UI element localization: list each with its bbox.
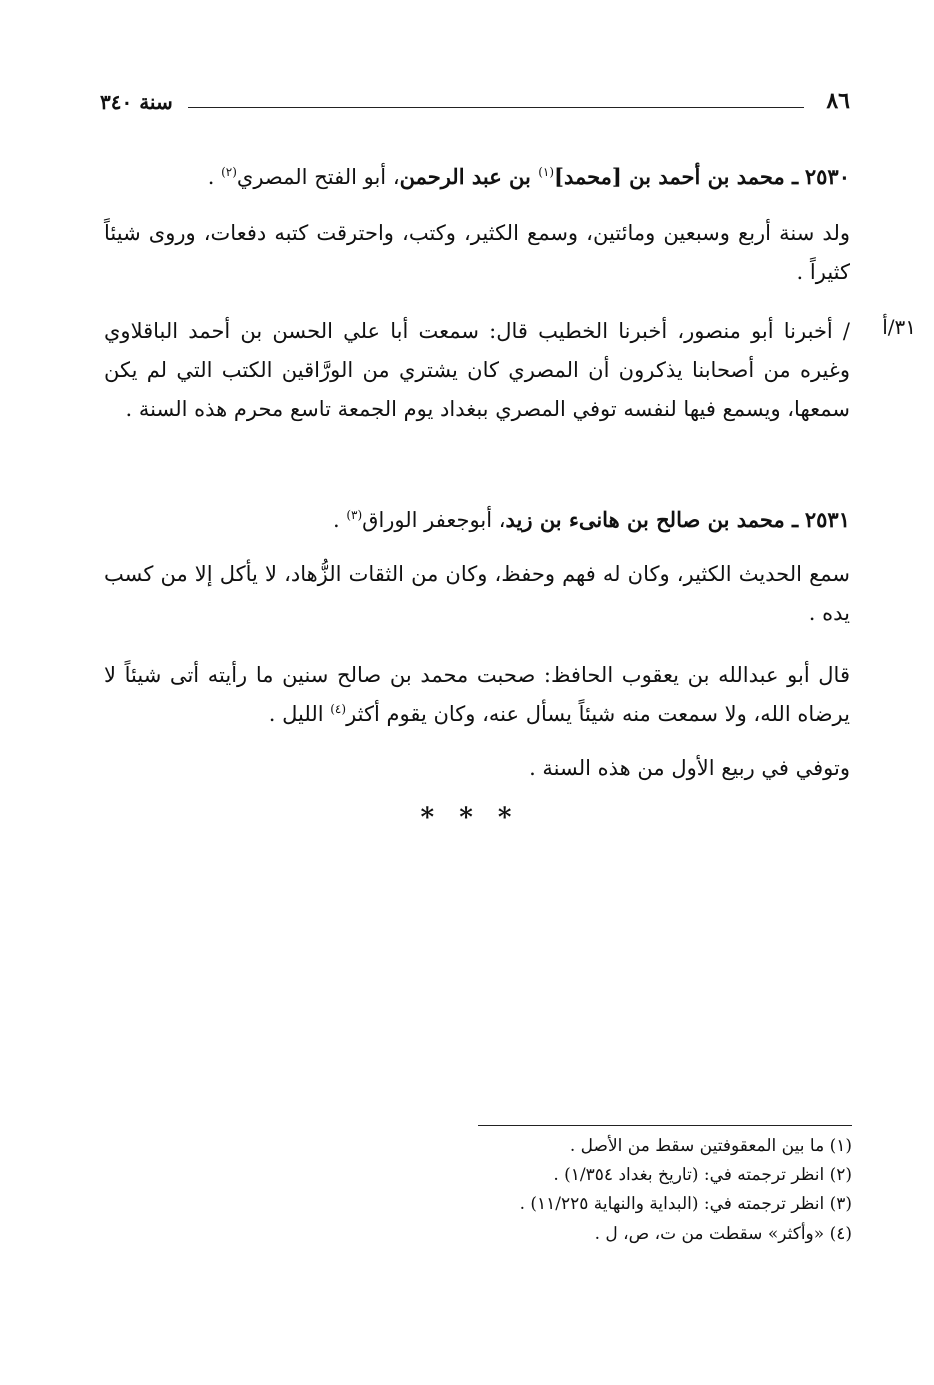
quote-end: الليل . bbox=[268, 701, 331, 726]
entry-end: . bbox=[332, 508, 347, 532]
manuscript-folio-ref: ٣١/أ bbox=[882, 315, 916, 339]
entry-kunya: ، أبوجعفر الوراق bbox=[362, 508, 506, 532]
entry-kunya: ، أبو الفتح المصري bbox=[236, 165, 400, 189]
paragraph-description: سمع الحديث الكثير، وكان له فهم وحفظ، وكان من الثقات الزُّهاد، لا يأكل إلا من كسب يده . bbox=[104, 562, 850, 625]
entry-name: ـ محمد بن أحمد بن [محمد] bbox=[554, 164, 799, 189]
entry-end: . bbox=[207, 165, 222, 189]
page-number: ٨٦ bbox=[826, 88, 850, 114]
section-separator: * * * bbox=[420, 803, 520, 833]
paragraph-quote bbox=[104, 656, 850, 734]
running-header bbox=[100, 88, 850, 118]
entry-name-continued: بن عبد الرحمن bbox=[399, 164, 539, 189]
footnote-4: (٤) «وأكثر» سقطت من ت، ص، ل . bbox=[594, 1223, 852, 1244]
footnote-marker: (٣) bbox=[346, 508, 363, 522]
entry-heading-2531 bbox=[104, 501, 850, 540]
quote-text: قال أبو عبدالله بن يعقوب الحافظ: صحبت محمد بن صالح سنين ما رأيته أتى شيئاً لا يرضاه الله، ولا سمعت منه شيئاً يسأل عنه، وكان يقوم أكثر bbox=[104, 663, 850, 726]
footnote-2: (٢) انظر ترجمته في: (تاريخ بغداد ١/٣٥٤) . bbox=[553, 1165, 852, 1186]
footnote-1: (١) ما بين المعقوفتين سقط من الأصل . bbox=[569, 1136, 852, 1156]
footnote-3: (٣) انظر ترجمته في: (البداية والنهاية ١١/٢٢٥) . bbox=[519, 1194, 852, 1215]
footnotes bbox=[300, 1132, 852, 1249]
footnote-marker: (٤) bbox=[330, 701, 347, 716]
paragraph-birth: ولد سنة أربع وسبعين ومائتين، وسمع الكثير، وكتب، واحترقت كتبه دفعات، وروى شيئاً كثيراً . bbox=[104, 221, 850, 284]
year-label: سنة ٣٤٠ bbox=[100, 90, 173, 114]
entry-name: ـ محمد بن صالح بن هانىء بن زيد bbox=[505, 507, 799, 532]
entry-heading-2530 bbox=[104, 158, 850, 197]
entry-number: ٢٥٣٠ bbox=[804, 164, 850, 189]
paragraph-death: وتوفي في ربيع الأول من هذه السنة . bbox=[529, 756, 850, 780]
footnote-marker: (١) bbox=[538, 165, 555, 179]
footnote-marker: (٢) bbox=[221, 165, 237, 179]
header-rule bbox=[188, 107, 804, 108]
footnote-rule bbox=[478, 1125, 852, 1126]
paragraph-narration: / أخبرنا أبو منصور، أخبرنا الخطيب قال: سمعت أبا علي الحسن بن أحمد الباقلاوي وغيره من أصحابنا يذكرون أن المصري كان يشتري من الورَّاقين الكتب التي لم يكن سمعها، ويسمع فيها لنفسه توفي المصري ببغداد يوم الجمعة تاسع محرم هذه السنة . bbox=[104, 319, 850, 421]
entry-number: ٢٥٣١ bbox=[804, 507, 850, 532]
